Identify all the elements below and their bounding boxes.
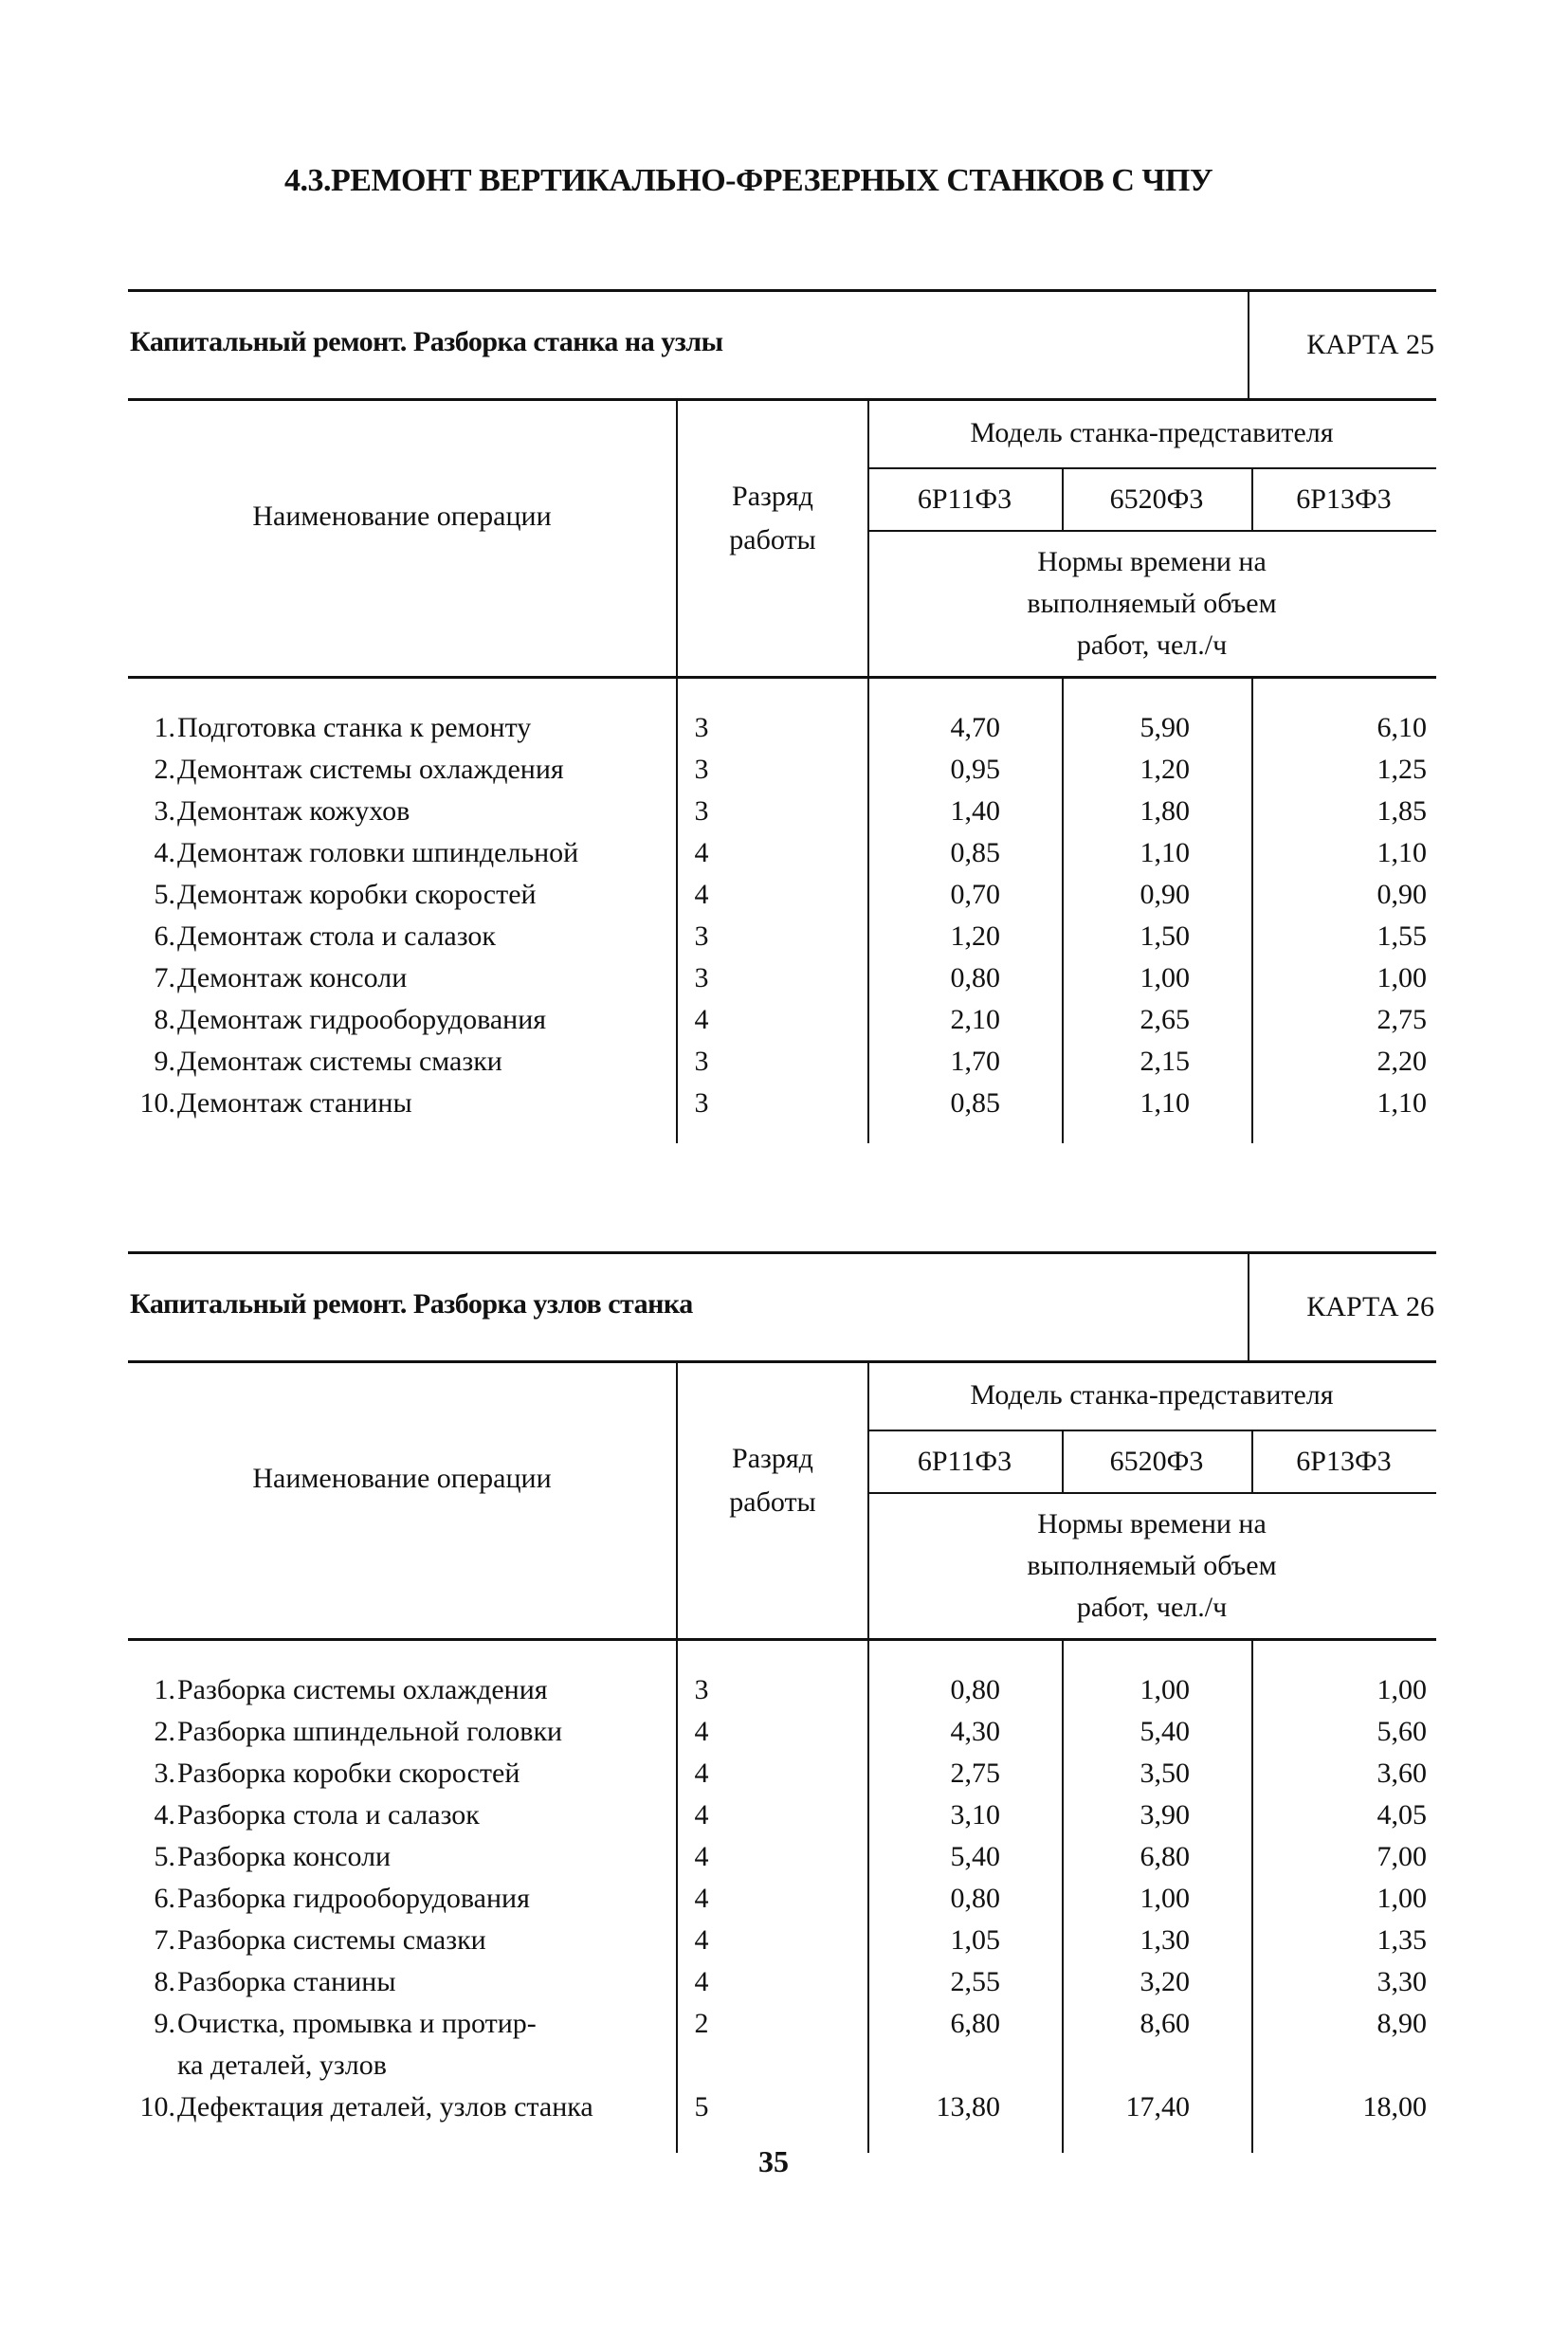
table-row: 6. Разборка гидрооборудования 4 0,80 1,00 1,00	[154, 1883, 1427, 1914]
norms-header-line: выполняемый объем	[1027, 1550, 1277, 1581]
table-row: 7. Демонтаж консоли 3 0,80 1,00 1,00	[154, 962, 1427, 993]
table-row: 2. Разборка шпиндельной головки 4 4,30 5,40 5,60	[154, 1716, 1427, 1747]
card-25	[128, 289, 1436, 1143]
table-row: 8. Демонтаж гидрооборудования 4 2,10 2,65 2,75	[154, 1004, 1427, 1035]
norms-header-line: Нормы времени на	[1037, 1508, 1267, 1539]
table-row: 2. Демонтаж системы охлаждения 3 0,95 1,20 1,25	[154, 754, 1427, 785]
table-header	[128, 401, 1436, 679]
rank-header: Разряд работы	[729, 1443, 816, 1518]
section-title: 4.3.РЕМОНТ ВЕРТИКАЛЬНО-ФРЕЗЕРНЫХ СТАНКОВ С ЧПУ	[284, 163, 1213, 198]
model-header-1: 6Р11Ф3	[917, 1446, 1012, 1477]
table-row: 5. Разборка консоли 4 5,40 6,80 7,00	[154, 1841, 1427, 1872]
model-header-2: 6520Ф3	[1109, 1446, 1204, 1477]
norms-header-line: выполняемый объем	[1027, 588, 1277, 619]
table-row: 10. Дефектация деталей, узлов станка 5 13,80 17,40 18,00	[139, 2091, 1427, 2122]
model-header-3: 6Р13Ф3	[1296, 483, 1392, 515]
table-row: 7. Разборка системы смазки 4 1,05 1,30 1,35	[154, 1924, 1427, 1956]
norms-header-line: работ, чел./ч	[1076, 1592, 1228, 1623]
model-group-header: Модель станка-представителя	[970, 417, 1334, 448]
table-body	[128, 679, 1436, 1143]
page-number: 35	[758, 2144, 789, 2178]
table-row: 1. Разборка системы охлаждения 3 0,80 1,00 1,00	[154, 1674, 1427, 1705]
table-row: 4. Демонтаж головки шпиндельной 4 0,85 1,10 1,10	[154, 837, 1427, 868]
table-row: 10. Демонтаж станины 3 0,85 1,10 1,10	[139, 1087, 1427, 1119]
card-title: Капитальный ремонт. Разборка узлов станка	[130, 1288, 693, 1320]
operation-header: Наименование операции	[252, 501, 552, 532]
table-header	[128, 1363, 1436, 1641]
model-header-1: 6Р11Ф3	[917, 483, 1012, 515]
card-26	[128, 1251, 1436, 2153]
table-body	[128, 1641, 1436, 2153]
norms-header-line: Нормы времени на	[1037, 546, 1267, 577]
table-row: 6. Демонтаж стола и салазок 3 1,20 1,50 1,55	[154, 920, 1427, 952]
operation-header: Наименование операции	[252, 1463, 552, 1494]
model-header-2: 6520Ф3	[1109, 483, 1204, 515]
table-row: 8. Разборка станины 4 2,55 3,20 3,30	[154, 1966, 1427, 1997]
card-number: КАРТА 25	[1248, 292, 1436, 398]
card-header	[128, 289, 1436, 401]
card-number: КАРТА 26	[1248, 1254, 1436, 1360]
rank-header: Разряд работы	[729, 481, 816, 556]
table-row: 3. Демонтаж кожухов 3 1,40 1,80 1,85	[154, 795, 1427, 827]
table-row: 9. Демонтаж системы смазки 3 1,70 2,15 2,20	[154, 1046, 1427, 1077]
norms-header-line: работ, чел./ч	[1076, 629, 1228, 661]
table-row-continuation: ка деталей, узлов	[177, 2049, 387, 2081]
table-row: 5. Демонтаж коробки скоростей 4 0,70 0,90 0,90	[154, 879, 1427, 910]
model-group-header: Модель станка-представителя	[970, 1379, 1334, 1411]
table-row: 9. Очистка, промывка и протир- 2 6,80 8,60 8,90	[154, 2008, 1427, 2039]
table-row: 3. Разборка коробки скоростей 4 2,75 3,50 3,60	[154, 1758, 1427, 1789]
table-row: 1. Подготовка станка к ремонту 3 4,70 5,90 6,10	[154, 712, 1427, 743]
model-header-3: 6Р13Ф3	[1296, 1446, 1392, 1477]
card-header	[128, 1251, 1436, 1363]
card-title: Капитальный ремонт. Разборка станка на узлы	[130, 326, 723, 357]
table-row: 4. Разборка стола и салазок 4 3,10 3,90 4,05	[154, 1799, 1427, 1831]
